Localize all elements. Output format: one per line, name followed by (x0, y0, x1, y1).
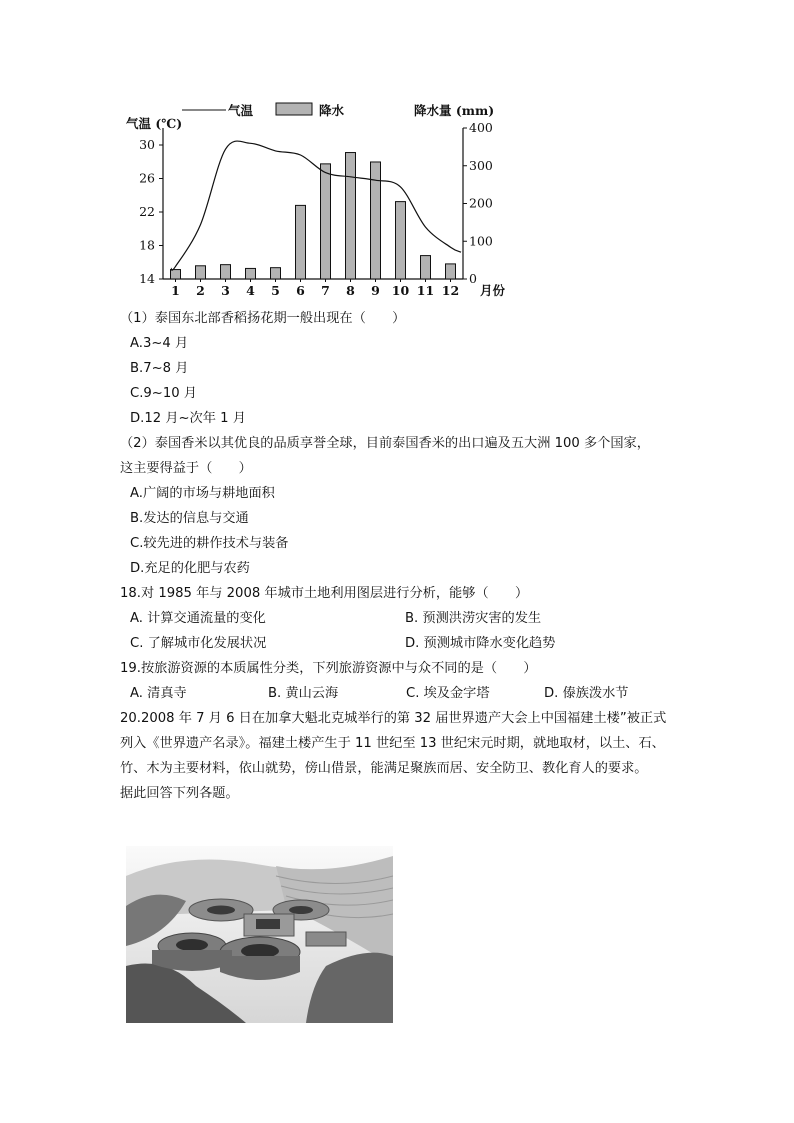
x-tick-label: 4 (246, 283, 255, 298)
q18-option-a: A. 计算交通流量的变化 (130, 611, 266, 626)
q18-stem: 18.对 1985 年与 2008 年城市土地利用图层进行分析，能够（ ） (120, 586, 529, 601)
q19-option-d: D. 傣族泼水节 (544, 686, 629, 701)
precip-bar (171, 270, 181, 279)
q18-option-d: D. 预测城市降水变化趋势 (405, 636, 556, 651)
x-tick-label: 5 (271, 283, 280, 298)
precip-bar (196, 266, 206, 279)
x-tick-label: 3 (221, 283, 230, 298)
precip-bar (346, 153, 356, 279)
q2-option-a: A.广阔的市场与耕地面积 (130, 486, 275, 501)
q2-stem-line1: （2）泰国香米以其优良的品质享誉全球，目前泰国香米的出口遍及五大洲 100 多个国家， (120, 436, 650, 451)
left-tick-label: 22 (139, 204, 155, 219)
q18-options-row2 (120, 631, 680, 656)
q1-stem: （1）泰国东北部香稻扬花期一般出现在（ ） (120, 311, 406, 326)
tulou-courtyard-4 (241, 944, 279, 958)
q20-line1: 20.2008 年 7 月 6 日在加拿大魁北克城举行的第 32 届世界遗产大会上中国福建土楼”被正式 (120, 711, 667, 726)
x-tick-label: 9 (371, 283, 380, 298)
legend-precip-label: 降水 (319, 103, 345, 118)
precip-bar (271, 268, 281, 279)
tulou-courtyard-2 (289, 906, 313, 914)
precip-bar (446, 264, 456, 279)
right-tick-label: 400 (469, 120, 493, 135)
x-tick-label: 7 (321, 283, 330, 298)
q18-option-c: C. 了解城市化发展状况 (130, 636, 267, 651)
climate-chart (126, 98, 506, 306)
right-tick-label: 200 (469, 195, 493, 211)
right-tick-label: 100 (469, 233, 493, 249)
q1-option-a: A.3~4 月 (130, 336, 189, 351)
q1-option-d: D.12 月~次年 1 月 (130, 411, 246, 426)
q1-option-c: C.9~10 月 (130, 386, 197, 401)
x-tick-label: 6 (296, 283, 305, 298)
q19-options-row (120, 681, 680, 706)
precip-bar (421, 256, 431, 279)
x-tick-label: 8 (346, 283, 355, 298)
q19-stem: 19.按旅游资源的本质属性分类，下列旅游资源中与众不同的是（ ） (120, 661, 537, 676)
left-tick-label: 14 (139, 271, 155, 286)
tulou-side-house (306, 932, 346, 946)
precip-bar (246, 268, 256, 279)
q2-option-c: C.较先进的耕作技术与装备 (130, 536, 289, 551)
q20-line4: 据此回答下列各题。 (120, 786, 239, 801)
precip-bar (221, 265, 231, 279)
left-tick-label: 26 (139, 170, 155, 186)
x-tick-label: 2 (196, 283, 205, 298)
x-tick-label: 12 (441, 283, 460, 298)
q20-line3: 竹、木为主要材料，依山就势，傍山借景，能满足聚族而居、安全防卫、教化育人的要求。 (120, 761, 648, 776)
climate-chart-svg (126, 98, 506, 306)
question-content (120, 306, 680, 806)
legend-bar-swatch (276, 103, 312, 115)
precip-bar (296, 205, 306, 279)
q18-options-row1 (120, 606, 680, 631)
q1-option-b: B.7~8 月 (130, 361, 189, 376)
q2-option-b: B.发达的信息与交通 (130, 511, 249, 526)
q18-option-b: B. 预测洪涝灾害的发生 (405, 611, 542, 626)
x-tick-label: 11 (416, 283, 435, 298)
q2-stem-line2: 这主要得益于（ ） (120, 461, 252, 476)
q19-option-c: C. 埃及金字塔 (406, 686, 490, 701)
tulou-courtyard-3 (176, 939, 208, 951)
left-tick-label: 30 (139, 137, 155, 152)
tulou-photo (126, 846, 393, 1023)
x-tick-label: 1 (171, 283, 180, 298)
q2-option-d: D.充足的化肥与农药 (130, 561, 250, 576)
precip-bar (396, 202, 406, 279)
q19-option-a: A. 清真寺 (130, 686, 187, 701)
x-axis-unit-label: 月份 (480, 283, 506, 298)
precip-bar (321, 164, 331, 279)
tulou-square-courtyard (256, 919, 280, 929)
tulou-courtyard-1 (207, 906, 235, 915)
right-tick-label: 300 (469, 157, 493, 173)
q20-line2: 列入《世界遗产名录》。福建土楼产生于 11 世纪至 13 世纪宋元时期，就地取材，以土、石、 (120, 736, 665, 751)
x-tick-label: 10 (391, 283, 410, 298)
temperature-line (171, 141, 461, 270)
legend-temp-label: 气温 (228, 103, 254, 118)
right-tick-label: 0 (469, 271, 477, 286)
y-left-axis-label: 气温 (℃) (126, 116, 183, 131)
q19-option-b: B. 黄山云海 (268, 686, 339, 701)
y-right-axis-label: 降水量 (mm) (414, 103, 495, 118)
tulou-photo-svg (126, 846, 393, 1023)
left-tick-label: 18 (139, 237, 155, 253)
